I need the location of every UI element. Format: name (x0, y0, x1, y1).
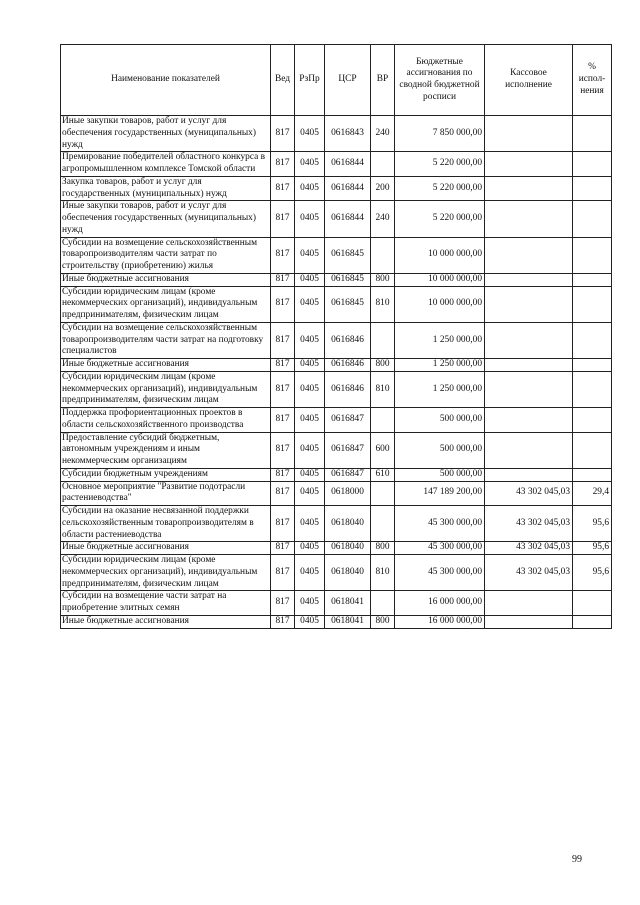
cell-csr: 0618041 (325, 615, 371, 628)
cell-csr: 0616844 (325, 176, 371, 201)
cell-rzpr: 0405 (295, 176, 325, 201)
cell-name: Иные закупки товаров, работ и услуг для обеспечения государственных (муниципальных) нужд (61, 201, 271, 237)
header-csr: ЦСР (325, 45, 371, 116)
cell-cash (485, 176, 573, 201)
cell-ved: 817 (271, 201, 295, 237)
cell-budget: 1 250 000,00 (395, 371, 485, 407)
cell-rzpr: 0405 (295, 542, 325, 555)
cell-csr: 0618040 (325, 506, 371, 542)
cell-budget: 45 300 000,00 (395, 506, 485, 542)
table-row (61, 615, 612, 628)
table-row (61, 201, 612, 237)
cell-name: Поддержка профориентационных проектов в области сельскохозяйственного производства (61, 408, 271, 433)
cell-rzpr: 0405 (295, 555, 325, 591)
cell-rzpr: 0405 (295, 273, 325, 286)
cell-percent: 29,4 (573, 481, 612, 506)
budget-table (60, 44, 612, 629)
cell-percent (573, 359, 612, 372)
cell-csr: 0616846 (325, 359, 371, 372)
cell-percent (573, 591, 612, 616)
cell-percent (573, 432, 612, 468)
cell-ved: 817 (271, 468, 295, 481)
table-row (61, 371, 612, 407)
cell-vr: 800 (371, 542, 395, 555)
cell-budget: 10 000 000,00 (395, 286, 485, 322)
cell-ved: 817 (271, 555, 295, 591)
cell-vr (371, 322, 395, 358)
table-row (61, 555, 612, 591)
cell-percent (573, 201, 612, 237)
cell-vr: 810 (371, 555, 395, 591)
cell-vr (371, 591, 395, 616)
cell-csr: 0616845 (325, 273, 371, 286)
cell-cash (485, 408, 573, 433)
cell-budget: 5 220 000,00 (395, 152, 485, 177)
cell-rzpr: 0405 (295, 371, 325, 407)
cell-rzpr: 0405 (295, 408, 325, 433)
cell-rzpr: 0405 (295, 591, 325, 616)
cell-budget: 7 850 000,00 (395, 116, 485, 152)
table-row (61, 322, 612, 358)
cell-rzpr: 0405 (295, 201, 325, 237)
cell-vr: 200 (371, 176, 395, 201)
cell-vr: 240 (371, 116, 395, 152)
cell-percent (573, 237, 612, 273)
cell-rzpr: 0405 (295, 237, 325, 273)
table-row (61, 591, 612, 616)
cell-vr: 800 (371, 615, 395, 628)
page-number: 99 (572, 854, 582, 865)
cell-cash (485, 152, 573, 177)
cell-budget: 5 220 000,00 (395, 176, 485, 201)
cell-cash (485, 591, 573, 616)
table-row (61, 286, 612, 322)
table-row (61, 152, 612, 177)
cell-name: Основное мероприятие "Развитие подотрасли растениеводства" (61, 481, 271, 506)
cell-cash: 43 302 045,03 (485, 542, 573, 555)
header-cash: Кассовое исполнение (485, 45, 573, 116)
cell-percent (573, 615, 612, 628)
cell-ved: 817 (271, 615, 295, 628)
cell-vr (371, 152, 395, 177)
cell-budget: 1 250 000,00 (395, 322, 485, 358)
cell-percent (573, 408, 612, 433)
table-row (61, 468, 612, 481)
cell-percent (573, 322, 612, 358)
cell-budget: 500 000,00 (395, 408, 485, 433)
cell-ved: 817 (271, 237, 295, 273)
cell-budget: 45 300 000,00 (395, 542, 485, 555)
cell-budget: 500 000,00 (395, 468, 485, 481)
cell-name: Субсидии юридическим лицам (кроме некоммерческих организаций), индивидуальным предпринимателям, физическим лицам (61, 371, 271, 407)
cell-ved: 817 (271, 481, 295, 506)
cell-csr: 0616844 (325, 152, 371, 177)
cell-csr: 0616846 (325, 322, 371, 358)
cell-name: Иные бюджетные ассигнования (61, 542, 271, 555)
table-body (61, 116, 612, 629)
cell-percent (573, 371, 612, 407)
cell-csr: 0618041 (325, 591, 371, 616)
cell-csr: 0616847 (325, 408, 371, 433)
cell-vr: 800 (371, 359, 395, 372)
cell-vr (371, 237, 395, 273)
cell-cash (485, 371, 573, 407)
header-rzpr: РзПр (295, 45, 325, 116)
cell-rzpr: 0405 (295, 432, 325, 468)
cell-percent (573, 273, 612, 286)
cell-budget: 147 189 200,00 (395, 481, 485, 506)
cell-cash (485, 237, 573, 273)
cell-cash (485, 116, 573, 152)
cell-rzpr: 0405 (295, 615, 325, 628)
cell-percent (573, 116, 612, 152)
cell-percent: 95,6 (573, 555, 612, 591)
cell-vr: 810 (371, 371, 395, 407)
cell-rzpr: 0405 (295, 116, 325, 152)
cell-budget: 1 250 000,00 (395, 359, 485, 372)
table-row (61, 542, 612, 555)
cell-percent: 95,6 (573, 506, 612, 542)
cell-budget: 500 000,00 (395, 432, 485, 468)
cell-ved: 817 (271, 591, 295, 616)
cell-ved: 817 (271, 371, 295, 407)
header-vr: ВР (371, 45, 395, 116)
cell-cash: 43 302 045,03 (485, 481, 573, 506)
cell-csr: 0616847 (325, 468, 371, 481)
cell-name: Предоставление субсидий бюджетным, автономным учреждениям и иным некоммерческим организациям (61, 432, 271, 468)
cell-ved: 817 (271, 408, 295, 433)
cell-cash (485, 201, 573, 237)
cell-rzpr: 0405 (295, 322, 325, 358)
header-percent: % испол-нения (573, 45, 612, 116)
cell-name: Субсидии юридическим лицам (кроме некоммерческих организаций), индивидуальным предпринимателям, физическим лицам (61, 555, 271, 591)
cell-ved: 817 (271, 116, 295, 152)
cell-rzpr: 0405 (295, 481, 325, 506)
cell-vr (371, 506, 395, 542)
table-row (61, 237, 612, 273)
cell-ved: 817 (271, 322, 295, 358)
cell-csr: 0618040 (325, 542, 371, 555)
cell-vr: 600 (371, 432, 395, 468)
cell-csr: 0616844 (325, 201, 371, 237)
cell-name: Иные бюджетные ассигнования (61, 615, 271, 628)
cell-name: Субсидии на оказание несвязанной поддержки сельскохозяйственным товаропроизводителям в области растениеводства (61, 506, 271, 542)
cell-percent (573, 176, 612, 201)
cell-rzpr: 0405 (295, 152, 325, 177)
cell-budget: 45 300 000,00 (395, 555, 485, 591)
cell-vr: 240 (371, 201, 395, 237)
cell-ved: 817 (271, 152, 295, 177)
header-budget: Бюджетные ассигнования по сводной бюджетной росписи (395, 45, 485, 116)
cell-name: Субсидии на возмещение части затрат на приобретение элитных семян (61, 591, 271, 616)
cell-rzpr: 0405 (295, 506, 325, 542)
cell-name: Субсидии юридическим лицам (кроме некоммерческих организаций), индивидуальным предпринимателям, физическим лицам (61, 286, 271, 322)
cell-cash (485, 615, 573, 628)
cell-vr: 800 (371, 273, 395, 286)
cell-rzpr: 0405 (295, 468, 325, 481)
cell-name: Премирование победителей областного конкурса в агропромышленном комплексе Томской области (61, 152, 271, 177)
cell-budget: 16 000 000,00 (395, 615, 485, 628)
cell-ved: 817 (271, 506, 295, 542)
cell-name: Иные бюджетные ассигнования (61, 273, 271, 286)
table-row (61, 481, 612, 506)
cell-cash: 43 302 045,03 (485, 506, 573, 542)
cell-rzpr: 0405 (295, 286, 325, 322)
cell-cash (485, 468, 573, 481)
cell-budget: 5 220 000,00 (395, 201, 485, 237)
cell-csr: 0616847 (325, 432, 371, 468)
cell-ved: 817 (271, 432, 295, 468)
cell-ved: 817 (271, 273, 295, 286)
cell-cash (485, 322, 573, 358)
cell-ved: 817 (271, 542, 295, 555)
cell-vr: 810 (371, 286, 395, 322)
cell-cash (485, 273, 573, 286)
cell-name: Закупка товаров, работ и услуг для государственных (муниципальных) нужд (61, 176, 271, 201)
cell-percent (573, 286, 612, 322)
table-header-row (61, 45, 612, 116)
cell-csr: 0616846 (325, 371, 371, 407)
cell-ved: 817 (271, 286, 295, 322)
cell-name: Субсидии на возмещение сельскохозяйственным товаропроизводителям части затрат на подготовку специалистов (61, 322, 271, 358)
cell-cash (485, 432, 573, 468)
cell-percent (573, 468, 612, 481)
header-name: Наименование показателей (61, 45, 271, 116)
cell-name: Субсидии на возмещение сельскохозяйственным товаропроизводителям части затрат по строительству (приобретению) жилья (61, 237, 271, 273)
table-row (61, 176, 612, 201)
table-row (61, 408, 612, 433)
cell-name: Иные бюджетные ассигнования (61, 359, 271, 372)
table-row (61, 273, 612, 286)
cell-vr: 610 (371, 468, 395, 481)
cell-csr: 0616845 (325, 286, 371, 322)
cell-name: Иные закупки товаров, работ и услуг для обеспечения государственных (муниципальных) нужд (61, 116, 271, 152)
cell-rzpr: 0405 (295, 359, 325, 372)
table-row (61, 116, 612, 152)
table-row (61, 359, 612, 372)
table-row (61, 432, 612, 468)
cell-name: Субсидии бюджетным учреждениям (61, 468, 271, 481)
cell-csr: 0616843 (325, 116, 371, 152)
cell-ved: 817 (271, 359, 295, 372)
cell-percent: 95,6 (573, 542, 612, 555)
cell-csr: 0618040 (325, 555, 371, 591)
cell-vr (371, 408, 395, 433)
cell-csr: 0616845 (325, 237, 371, 273)
cell-percent (573, 152, 612, 177)
cell-cash (485, 359, 573, 372)
cell-budget: 16 000 000,00 (395, 591, 485, 616)
cell-cash (485, 286, 573, 322)
header-ved: Вед (271, 45, 295, 116)
cell-budget: 10 000 000,00 (395, 237, 485, 273)
cell-ved: 817 (271, 176, 295, 201)
table-row (61, 506, 612, 542)
cell-budget: 10 000 000,00 (395, 273, 485, 286)
cell-csr: 0618000 (325, 481, 371, 506)
cell-cash: 43 302 045,03 (485, 555, 573, 591)
cell-vr (371, 481, 395, 506)
